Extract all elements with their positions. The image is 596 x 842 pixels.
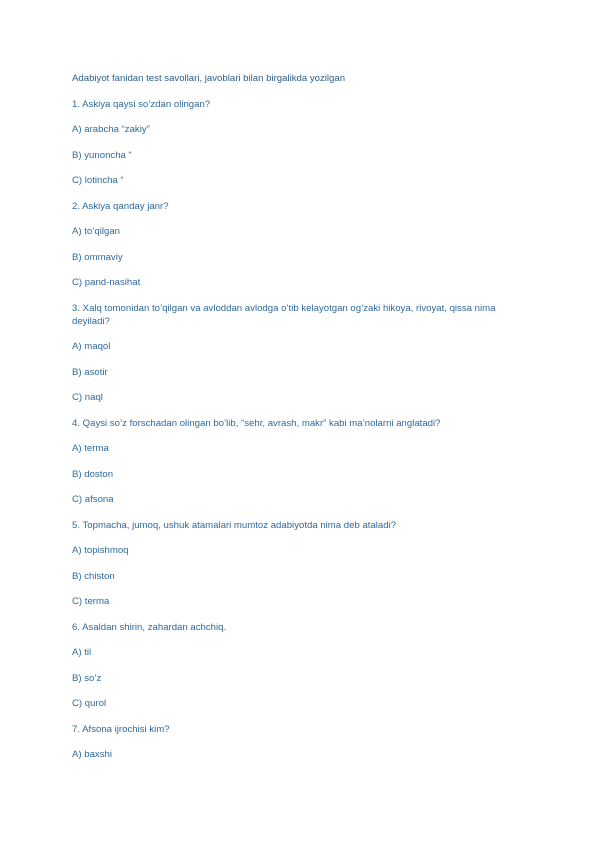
answer-6c: C) qurol (72, 698, 107, 709)
question-3: 3. Xalq tomonidan to’qilgan va avloddan avlodga o’tib kelayotgan og’zaki hikoya, rivoyat, qissa nima deyiladi? (72, 302, 496, 327)
document-title: Adabiyot fanidan test savollari, javoblari bilan birgalikda yozilgan (72, 73, 346, 84)
question-5: 5. Topmacha, jumoq, ushuk atamalari mumtoz adabiyotda nima deb ataladi? (72, 519, 397, 531)
question-4: 4. Qaysi so’z forschadan olingan bo’lib, “sehr, avrash, makr” kabi ma’nolarni anglatadi? (72, 417, 441, 429)
answer-7a: A) baxshi (72, 749, 112, 760)
answer-3b: B) asotir (72, 366, 108, 378)
answer-1b: B) yunoncha “ (72, 149, 132, 161)
question-2: 2. Askiya qanday janr? (72, 200, 169, 212)
answer-5c: C) terma (72, 596, 110, 607)
answer-2a: A) to’qilgan (72, 226, 120, 237)
answer-5a: A) topishmoq (72, 545, 129, 556)
answer-6a: A) til (72, 647, 92, 658)
answer-5b: B) chiston (72, 570, 115, 582)
question-1: 1. Askiya qaysi so’zdan olingan? (72, 98, 211, 110)
answer-4a: A) terma (72, 443, 109, 454)
question-7: 7. Afsona ijrochisi kim? (72, 723, 170, 735)
answer-1a: A) arabcha “zakiy” (72, 124, 150, 135)
answer-6b: B) so’z (72, 672, 102, 684)
document-content (72, 72, 512, 774)
answer-3a: A) maqol (72, 341, 111, 352)
question-6: 6. Asaldan shirin, zahardan achchiq. (72, 621, 227, 633)
answer-3c: C) naql (72, 392, 103, 403)
answer-2b: B) ommaviy (72, 251, 123, 263)
answer-1c: C) lotincha “ (72, 175, 124, 186)
answer-4b: B) doston (72, 468, 114, 480)
answer-4c: C) afsona (72, 494, 114, 505)
answer-2c: C) pand-nasihat (72, 277, 141, 288)
